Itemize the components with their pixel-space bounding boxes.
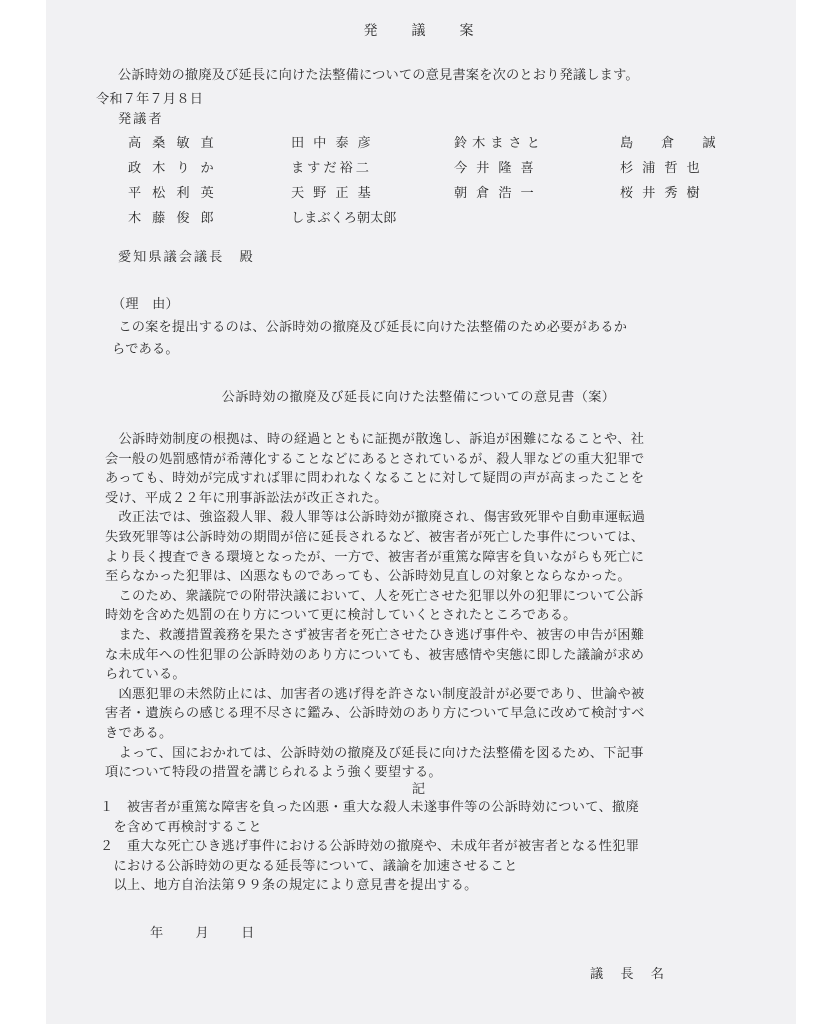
body-line: な未成年への性犯罪の公訴時効のあり方についても、被害感情や実態に即した議論が求め bbox=[105, 647, 645, 663]
submission-date-blank: 年 月 日 bbox=[150, 926, 257, 941]
proposer-name: 木藤俊郎 bbox=[128, 211, 225, 226]
proposer-name: 平松利英 bbox=[128, 186, 225, 201]
intro-text: 公訴時効の撤廃及び延長に向けた法整備についての意見書案を次のとおり発議します。 bbox=[118, 68, 639, 83]
request-item-line: １ 被害者が重篤な障害を負った凶悪・重大な殺人未遂事件等の公訴時効について、撤廃 bbox=[100, 800, 639, 815]
proposers-label: 発議者 bbox=[118, 112, 164, 127]
proposer-name: ますだ裕二 bbox=[291, 161, 372, 176]
body-line: 改正法では、強盗殺人罪、殺人罪等は公訴時効が撤廃され、傷害致死罪や自動車運転過 bbox=[105, 510, 646, 526]
request-item-line: を含めて再検討すること bbox=[100, 819, 262, 835]
request-item-line: 以上、地方自治法第９９条の規定により意見書を提出する。 bbox=[100, 878, 478, 894]
body-line: あっても、時効が完成すれば罪に問われなくなることに対して疑問の声が高まったことを bbox=[105, 471, 645, 487]
chair-name-label: 議 長 名 bbox=[590, 967, 666, 982]
body-line: 受け、平成２２年に刑事訴訟法が改正された。 bbox=[105, 490, 388, 506]
opinion-title: 公訴時効の撤廃及び延長に向けた法整備についての意見書（案） bbox=[221, 390, 616, 405]
proposer-name: しまぶくろ朝太郎 bbox=[291, 211, 397, 226]
proposer-name: 鈴木まさと bbox=[454, 136, 545, 151]
body-line: 会一般の処罰感情が希薄化することなどにあるとされているが、殺人罪などの重大犯罪で bbox=[105, 451, 645, 467]
proposer-name: 今井隆喜 bbox=[454, 161, 543, 176]
body-line: 項について特段の措置を講じられるよう強く要望する。 bbox=[105, 765, 442, 781]
body-line: 公訴時効制度の根拠は、時の経過とともに証拠が散逸し、訴追が困難になることや、社 bbox=[105, 432, 645, 447]
body-line: られている。 bbox=[105, 667, 186, 683]
request-items bbox=[100, 798, 740, 896]
body-line: きである。 bbox=[105, 725, 173, 741]
request-item-line: における公訴時効の更なる延長等について、議論を加速させること bbox=[100, 858, 518, 874]
reason-line: この案を提出するのは、公訴時効の撤廃及び延長に向けた法整備のため必要があるか bbox=[105, 320, 628, 335]
body-line: より長く捜査できる環境となったが、一方で、被害者が重篤な障害を負いながらも死亡に bbox=[105, 549, 645, 565]
body-line: 至らなかった犯罪は、凶悪なものであっても、公訴時効見直しの対象とならなかった。 bbox=[105, 569, 631, 585]
addressee: 愛知県議会議長 殿 bbox=[118, 250, 255, 265]
body-line: このため、衆議院での附帯決議において、人を死亡させた犯罪以外の犯罪について公訴 bbox=[105, 588, 644, 604]
proposer-name: 天野正基 bbox=[291, 186, 380, 201]
body-line: また、救護措置義務を果たさず被害者を死亡させたひき逃げ事件や、被害の申告が困難 bbox=[105, 627, 645, 643]
request-item-line: ２ 重大な死亡ひき逃げ事件における公訴時効の撤廃や、未成年者が被害者となる性犯罪 bbox=[100, 839, 640, 855]
body-line: よって、国におかれては、公訴時効の撤廃及び延長に向けた法整備を図るため、下記事 bbox=[105, 745, 644, 761]
proposer-name: 朝倉浩一 bbox=[454, 186, 543, 201]
body-line: 時効を含めた処罰の在り方について更に検討していくとされたところである。 bbox=[105, 608, 577, 624]
proposer-name: 島倉誠 bbox=[620, 136, 744, 151]
body-line: 凶悪犯罪の未然防止には、加害者の逃げ得を許さない制度設計が必要であり、世論や被 bbox=[105, 686, 645, 702]
proposer-name: 高桑敏直 bbox=[128, 136, 225, 151]
body-line: 害者・遺族らの感じる理不尽さに鑑み、公訴時効のあり方について早急に改めて検討すべ bbox=[105, 706, 645, 722]
proposer-name: 桜井秀樹 bbox=[620, 186, 709, 201]
reason-label: （理 由） bbox=[112, 297, 179, 312]
body-line: 失致死罪等は公訴時効の期間が倍に延長されるなど、被害者が死亡した事件については、 bbox=[105, 529, 645, 545]
proposer-name: 政木りか bbox=[128, 161, 225, 176]
proposer-name: 杉浦哲也 bbox=[620, 161, 709, 176]
ki-heading: 記 bbox=[411, 782, 426, 797]
proposal-date: 令和７年７月８日 bbox=[96, 92, 204, 107]
reason-line: らである。 bbox=[112, 342, 179, 357]
proposer-name: 田中泰彦 bbox=[291, 136, 380, 151]
document-title: 発議案 bbox=[363, 23, 508, 39]
opinion-body bbox=[105, 430, 745, 783]
